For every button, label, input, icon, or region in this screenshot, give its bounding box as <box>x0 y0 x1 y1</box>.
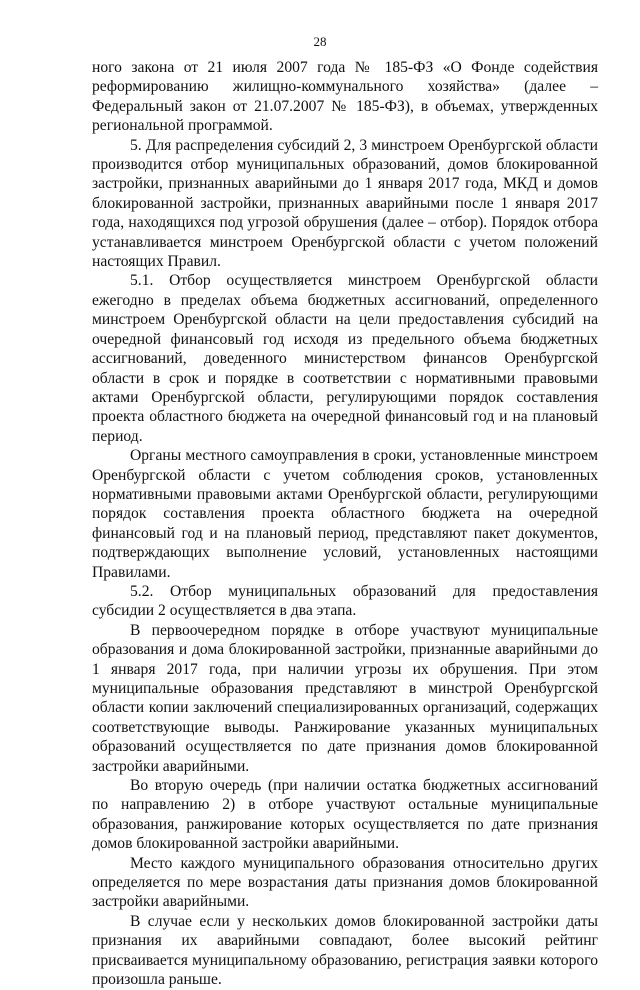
paragraph-first-priority: В первоочередном порядке в отборе участвуют муниципальные образования и дома блокированной застройки, признанные аварийными до 1 января 2017 года, при наличии угрозы их обрушения. При этом муниципальные образования представляют в минстрой Оренбургской области копии заключений специализированных организаций, содержащих соответствующие выводы. Ранжирование указанных муниципальных образований осуществляется по дате признания домов блокированной застройки аварийными. <box>92 621 598 775</box>
paragraph-second-priority: Во вторую очередь (при наличии остатка бюджетных ассигнований по направлению 2) в отборе участвуют остальные муниципальные образования, ранжирование которых осуществляется по дате признания домов блокированной застройки аварийными. <box>92 777 598 853</box>
paragraph-clause-5-1: 5.1. Отбор осуществляется минстроем Оренбургской области ежегодно в пределах объема бюджетных ассигнований, определенного минстроем Оренбургской области на цели предоставления субсидий на очередной финансовый год исходя из предельного объема бюджетных ассигнований, доведенного министерством финансов Оренбургской области в срок и порядке в соответствии с нормативными правовыми актами Оренбургской области, регулирующими порядок составления проекта областного бюджета на очередной финансовый год и на плановый период. <box>92 272 598 445</box>
page-number: 28 <box>313 34 327 49</box>
document-body <box>92 58 598 990</box>
paragraph-equal-dates: В случае если у нескольких домов блокированной застройки даты признания их аварийными совпадают, более высокий рейтинг присваивается муниципальному образованию, регистрация заявки которого произошла раньше. <box>92 912 598 989</box>
paragraph-clause-5: 5. Для распределения субсидий 2, 3 минстроем Оренбургской области производится отбор муниципальных образований, домов блокированной застройки, признанных аварийными до 1 января 2017 года, МКД и домов блокированной застройки, признанных аварийными после 1 января 2017 года, находящихся под угрозой обрушения (далее – отбор). Порядок отбора устанавливается минстроем Оренбургской области с учетом положений настоящих Правил. <box>92 136 598 271</box>
paragraph-local-government: Органы местного самоуправления в сроки, установленные минстроем Оренбургской области с учетом соблюдения сроков, установленных нормативными правовыми актами Оренбургской области, регулирующими порядок составления проекта областного бюджета на очередной финансовый год и на плановый период, представляют пакет документов, подтверждающих выполнение условий, установленных настоящими Правилами. <box>92 447 598 581</box>
paragraph-ranking-place: Место каждого муниципального образования относительно других определяется по мере возрастания даты признания домов блокированной застройки аварийными. <box>92 854 598 911</box>
paragraph-clause-5-2: 5.2. Отбор муниципальных образований для предоставления субсидии 2 осуществляется в два этапа. <box>92 582 598 620</box>
paragraph-continuation: ного закона от 21 июля 2007 года № 185-ФЗ «О Фонде содействия реформированию жилищно-коммунального хозяйства» (далее – Федеральный закон от 21.07.2007 № 185-ФЗ), в объемах, утвержденных региональной программой. <box>92 59 598 135</box>
